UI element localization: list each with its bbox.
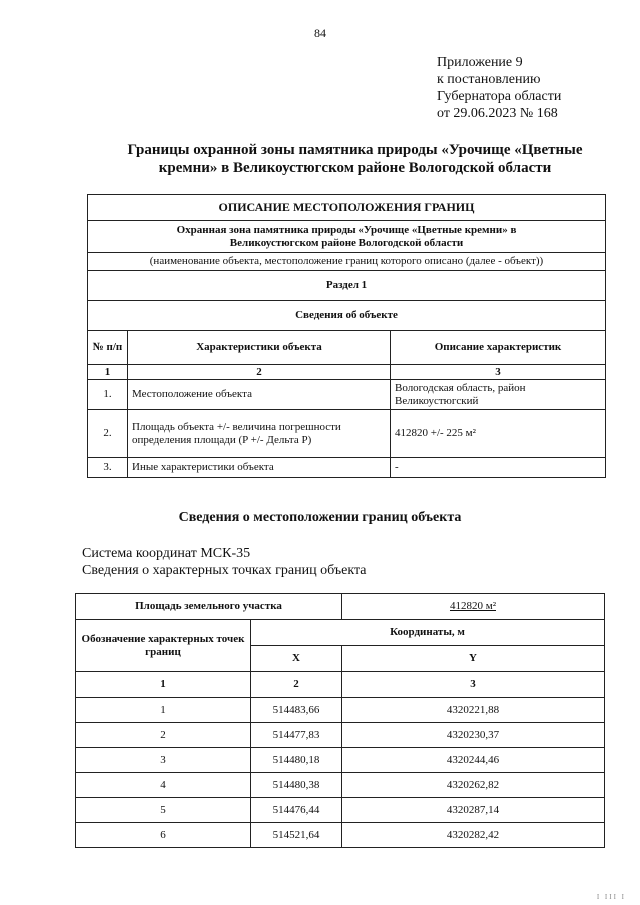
appendix-line: Приложение 9 xyxy=(437,55,523,70)
section-label: Раздел 1 xyxy=(88,271,606,301)
point-x: 514476,44 xyxy=(251,798,342,823)
object-name-line: Охранная зона памятника природы «Урочище «Цветные кремни» в xyxy=(176,223,517,236)
appendix-line: от 29.06.2023 № 168 xyxy=(437,106,558,121)
table-row xyxy=(88,380,606,410)
appendix-line: к постановлению xyxy=(437,72,541,87)
object-name xyxy=(88,221,606,253)
point-id: 2 xyxy=(76,723,251,748)
description-header: ОПИСАНИЕ МЕСТОПОЛОЖЕНИЯ ГРАНИЦ xyxy=(88,195,606,221)
column-number: 2 xyxy=(128,365,391,380)
point-x: 514480,38 xyxy=(251,773,342,798)
row-characteristic: Местоположение объекта xyxy=(128,380,391,410)
document-title xyxy=(120,141,590,177)
title-line: Границы охранной зоны памятника природы «Урочище «Цветные xyxy=(127,142,583,158)
point-y: 4320221,88 xyxy=(342,698,605,723)
appendix-block xyxy=(437,54,561,122)
x-label: X xyxy=(251,646,342,672)
point-x: 514483,66 xyxy=(251,698,342,723)
point-id: 1 xyxy=(76,698,251,723)
point-y: 4320287,14 xyxy=(342,798,605,823)
table-row xyxy=(76,773,605,798)
table-row xyxy=(76,698,605,723)
point-x: 514521,64 xyxy=(251,823,342,848)
column-header-characteristic: Характеристики объекта xyxy=(128,331,391,365)
column-number: 1 xyxy=(88,365,128,380)
column-number: 1 xyxy=(76,672,251,698)
location-section-title: Сведения о местоположении границ объекта xyxy=(178,510,462,525)
point-x: 514480,18 xyxy=(251,748,342,773)
appendix-line: Губернатора области xyxy=(437,89,562,104)
title-line: кремни» в Великоустюгском районе Вологодской области xyxy=(158,160,552,176)
point-id: 6 xyxy=(76,823,251,848)
row-number: 3. xyxy=(88,458,128,478)
point-x: 514477,83 xyxy=(251,723,342,748)
column-number: 3 xyxy=(342,672,605,698)
point-id: 4 xyxy=(76,773,251,798)
page-number: 84 xyxy=(314,26,326,40)
column-number: 3 xyxy=(391,365,606,380)
row-value: - xyxy=(391,458,606,478)
footer-mark: I III I xyxy=(596,893,626,901)
coordinate-info xyxy=(82,545,366,579)
row-value: Вологодская область, район Великоустюгский xyxy=(391,380,606,410)
table-row xyxy=(88,458,606,478)
subsection-label: Сведения об объекте xyxy=(88,301,606,331)
coords-label: Координаты, м xyxy=(251,620,605,646)
row-characteristic: Иные характеристики объекта xyxy=(128,458,391,478)
row-characteristic: Площадь объекта +/- величина погрешности определения площади (P +/- Дельта P) xyxy=(128,410,391,458)
row-number: 2. xyxy=(88,410,128,458)
column-number: 2 xyxy=(251,672,342,698)
point-label: Обозначение характерных точек границ xyxy=(76,620,251,672)
boundary-points-table xyxy=(75,593,605,848)
area-value: 412820 м² xyxy=(342,594,605,620)
column-header-value: Описание характеристик xyxy=(391,331,606,365)
table-row xyxy=(76,748,605,773)
object-caption: (наименование объекта, местоположение границ которого описано (далее - объект)) xyxy=(88,253,606,271)
point-id: 5 xyxy=(76,798,251,823)
object-description-table xyxy=(87,194,606,478)
column-header-number: № п/п xyxy=(88,331,128,365)
table-row xyxy=(88,410,606,458)
row-value: 412820 +/- 225 м² xyxy=(391,410,606,458)
object-name-line: Великоустюгском районе Вологодской области xyxy=(229,236,464,249)
point-y: 4320244,46 xyxy=(342,748,605,773)
coordinate-system: Система координат МСК-35 xyxy=(82,546,251,561)
table-row xyxy=(76,723,605,748)
table-row xyxy=(76,798,605,823)
area-label: Площадь земельного участка xyxy=(76,594,342,620)
points-caption: Сведения о характерных точках границ объекта xyxy=(82,563,367,578)
table-row xyxy=(76,823,605,848)
point-y: 4320282,42 xyxy=(342,823,605,848)
point-y: 4320230,37 xyxy=(342,723,605,748)
point-y: 4320262,82 xyxy=(342,773,605,798)
y-label: Y xyxy=(342,646,605,672)
point-id: 3 xyxy=(76,748,251,773)
row-number: 1. xyxy=(88,380,128,410)
